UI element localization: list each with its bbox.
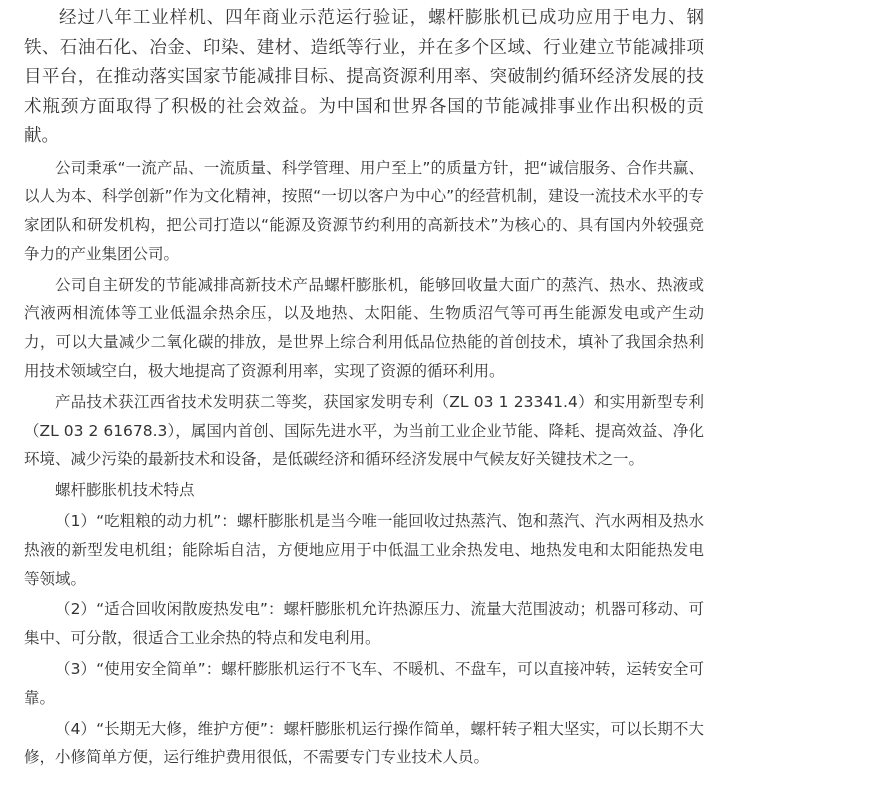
quality-policy-paragraph: 公司秉承“一流产品、一流质量、科学管理、用户至上”的质量方针，把“诚信服务、合作共赢、以人为本、科学创新”作为文化精神，按照“一切以客户为中心”的经营机制，建设一流技术水平的专家团队和研发机构，把公司打造以“能源及资源节约利用的高新技术”为核心的、具有国内外较强竞争力的产业集团公司。	[24, 158, 704, 263]
patent-paragraph: 产品技术获江西省技术发明获二等奖，获国家发明专利（ZL 03 1 23341.4）和实用新型专利（ZL 03 2 61678.3），属国内首创、国际先进水平，为当前工业企业节能、降耗、提高效益、净化环境、减少污染的最新技术和设备，是低碳经济和循环经济发展中气候友好关键技术之一。	[24, 392, 704, 469]
features-heading: 螺杆膨胀机技术特点	[55, 481, 195, 500]
feature-item-3: （3）“使用安全简单”：螺杆膨胀机运行不飞车、不暖机、不盘车，可以直接冲转，运转安全可靠。	[24, 660, 704, 707]
feature-item-4: （4）“长期无大修，维护方便”：螺杆膨胀机运行操作简单，螺杆转子粗大坚实，可以长期不大修，小修简单方便，运行维护费用很低，不需要专门专业技术人员。	[24, 719, 704, 767]
product-paragraph: 公司自主研发的节能减排高新技术产品螺杆膨胀机，能够回收量大面广的蒸汽、热水、热液或汽液两相流体等工业低温余热余压，以及地热、太阳能、生物质沼气等可再生能源发电或产生动力，可以大量减少二氧化碳的排放，是世界上综合利用低品位热能的首创技术，填补了我国余热利用技术领域空白，极大地提高了资源利用率，实现了资源的循环利用。	[24, 275, 704, 381]
feature-item-1: （1）“吃粗粮的动力机”：螺杆膨胀机是当今唯一能回收过热蒸汽、饱和蒸汽、汽水两相及热水热液的新型发电机组；能除垢自洁，方便地应用于中低温工业余热发电、地热发电和太阳能热发电等领域。	[24, 512, 704, 588]
feature-item-2: （2）“适合回收闲散废热发电”：螺杆膨胀机允许热源压力、流量大范围波动；机器可移动、可集中、可分散，很适合工业余热的特点和发电利用。	[24, 600, 704, 648]
article-body	[24, 4, 704, 774]
intro-paragraph: 经过八年工业样机、四年商业示范运行验证，螺杆膨胀机已成功应用于电力、钢铁、石油石化、冶金、印染、建材、造纸等行业，并在多个区域、行业建立节能减排项目平台，在推动落实国家节能减排目标、提高资源利用率、突破制约循环经济发展的技术瓶颈方面取得了积极的社会效益。为中国和世界各国的节能减排事业作出积极的贡献。	[24, 8, 704, 146]
